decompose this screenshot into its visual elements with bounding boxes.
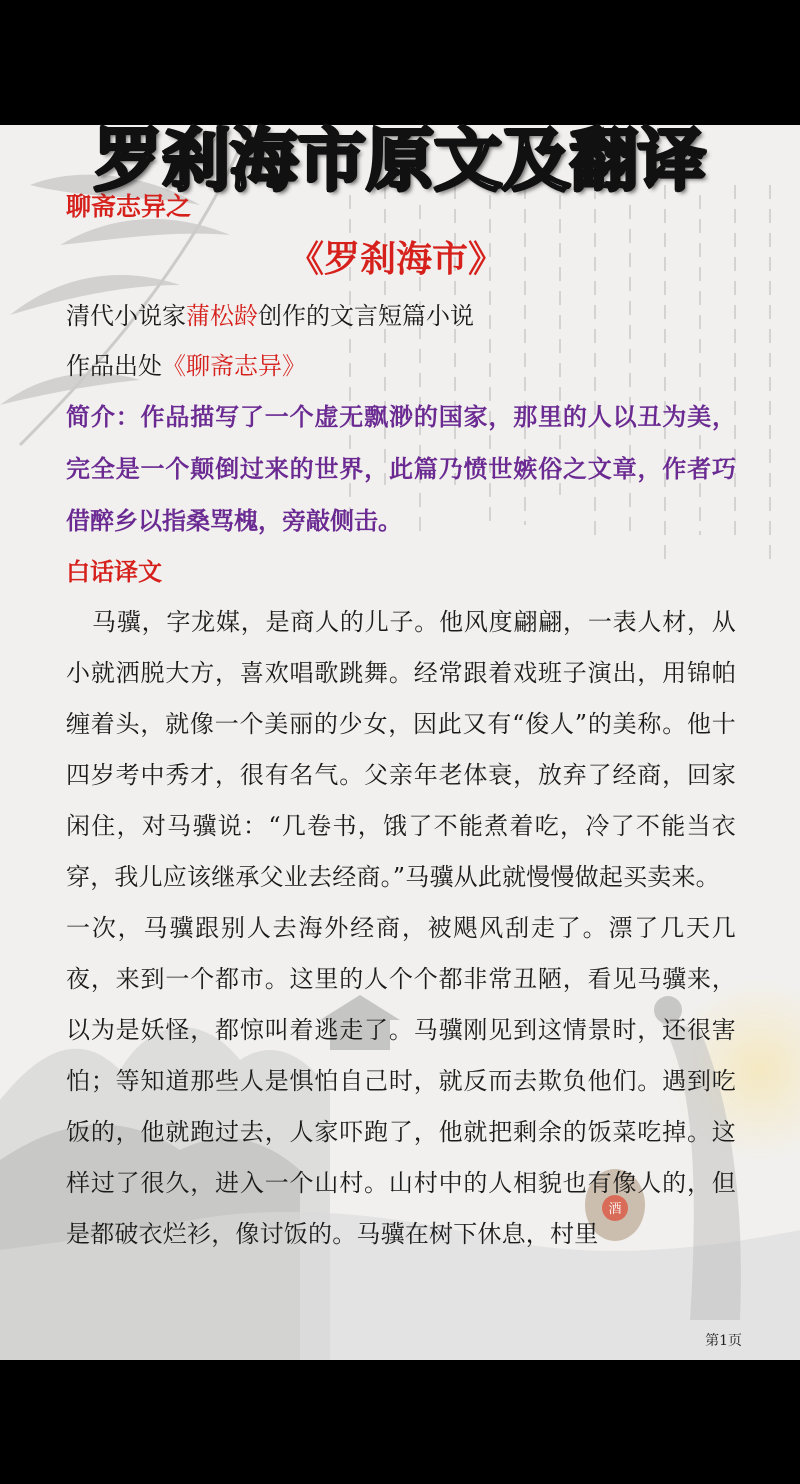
author-line <box>66 291 736 341</box>
section-heading: 白话译文 <box>66 557 162 586</box>
source-title: 《聊斋志异》 <box>162 352 306 380</box>
intro-paragraph: 简介：作品描写了一个虚无飘渺的国家，那里的人以丑为美，完全是一个颠倒过来的世界，此篇乃愤世嫉俗之文章，作者巧借醉乡以指桑骂槐，旁敲侧击。 <box>66 402 736 535</box>
author-prefix: 清代小说家 <box>66 302 186 330</box>
book-title: 《罗刹海市》 <box>287 238 504 280</box>
translation-paragraph: 马骥，字龙媒，是商人的儿子。他风度翩翩，一表人材，从小就洒脱大方，喜欢唱歌跳舞。经常跟着戏班子演出，用锦帕缠着头，就像一个美丽的少女，因此又有“俊人”的美称。他十四岁考中秀才，很有名气。父亲年老体衰，放弃了经商，回家闲住，对马骥说：“几卷书，饿了不能煮着吃，冷了不能当衣穿，我儿应该继承父业去经商。”马骥从此就慢慢做起买卖来。 <box>66 608 736 891</box>
author-suffix: 创作的文言短篇小说 <box>258 302 474 330</box>
document-body <box>66 187 736 1260</box>
page-number: 第1页 <box>705 1333 742 1349</box>
translation-paragraph: 一次，马骥跟别人去海外经商，被飓风刮走了。漂了几天几夜，来到一个都市。这里的人个个都非常丑陋，看见马骥来，以为是妖怪，都惊叫着逃走了。马骥刚见到这情景时，还很害怕；等知道那些人是惧怕自己时，就反而去欺负他们。遇到吃饭的，他就跑过去，人家吓跑了，他就把剩余的饭菜吃掉。这样过了很久，进入一个山村。山村中的人相貌也有像人的，但是都破衣烂衫，像讨饭的。马骥在树下休息，村里 <box>66 914 736 1248</box>
source-prefix: 作品出处 <box>66 352 162 380</box>
page-title: 罗刹海市原文及翻译 <box>93 122 706 201</box>
series-label: 聊斋志异之 <box>66 192 192 221</box>
wine-jar-label: 酒 <box>608 1202 622 1217</box>
author-name: 蒲松龄 <box>186 302 258 330</box>
source-line <box>66 341 736 391</box>
